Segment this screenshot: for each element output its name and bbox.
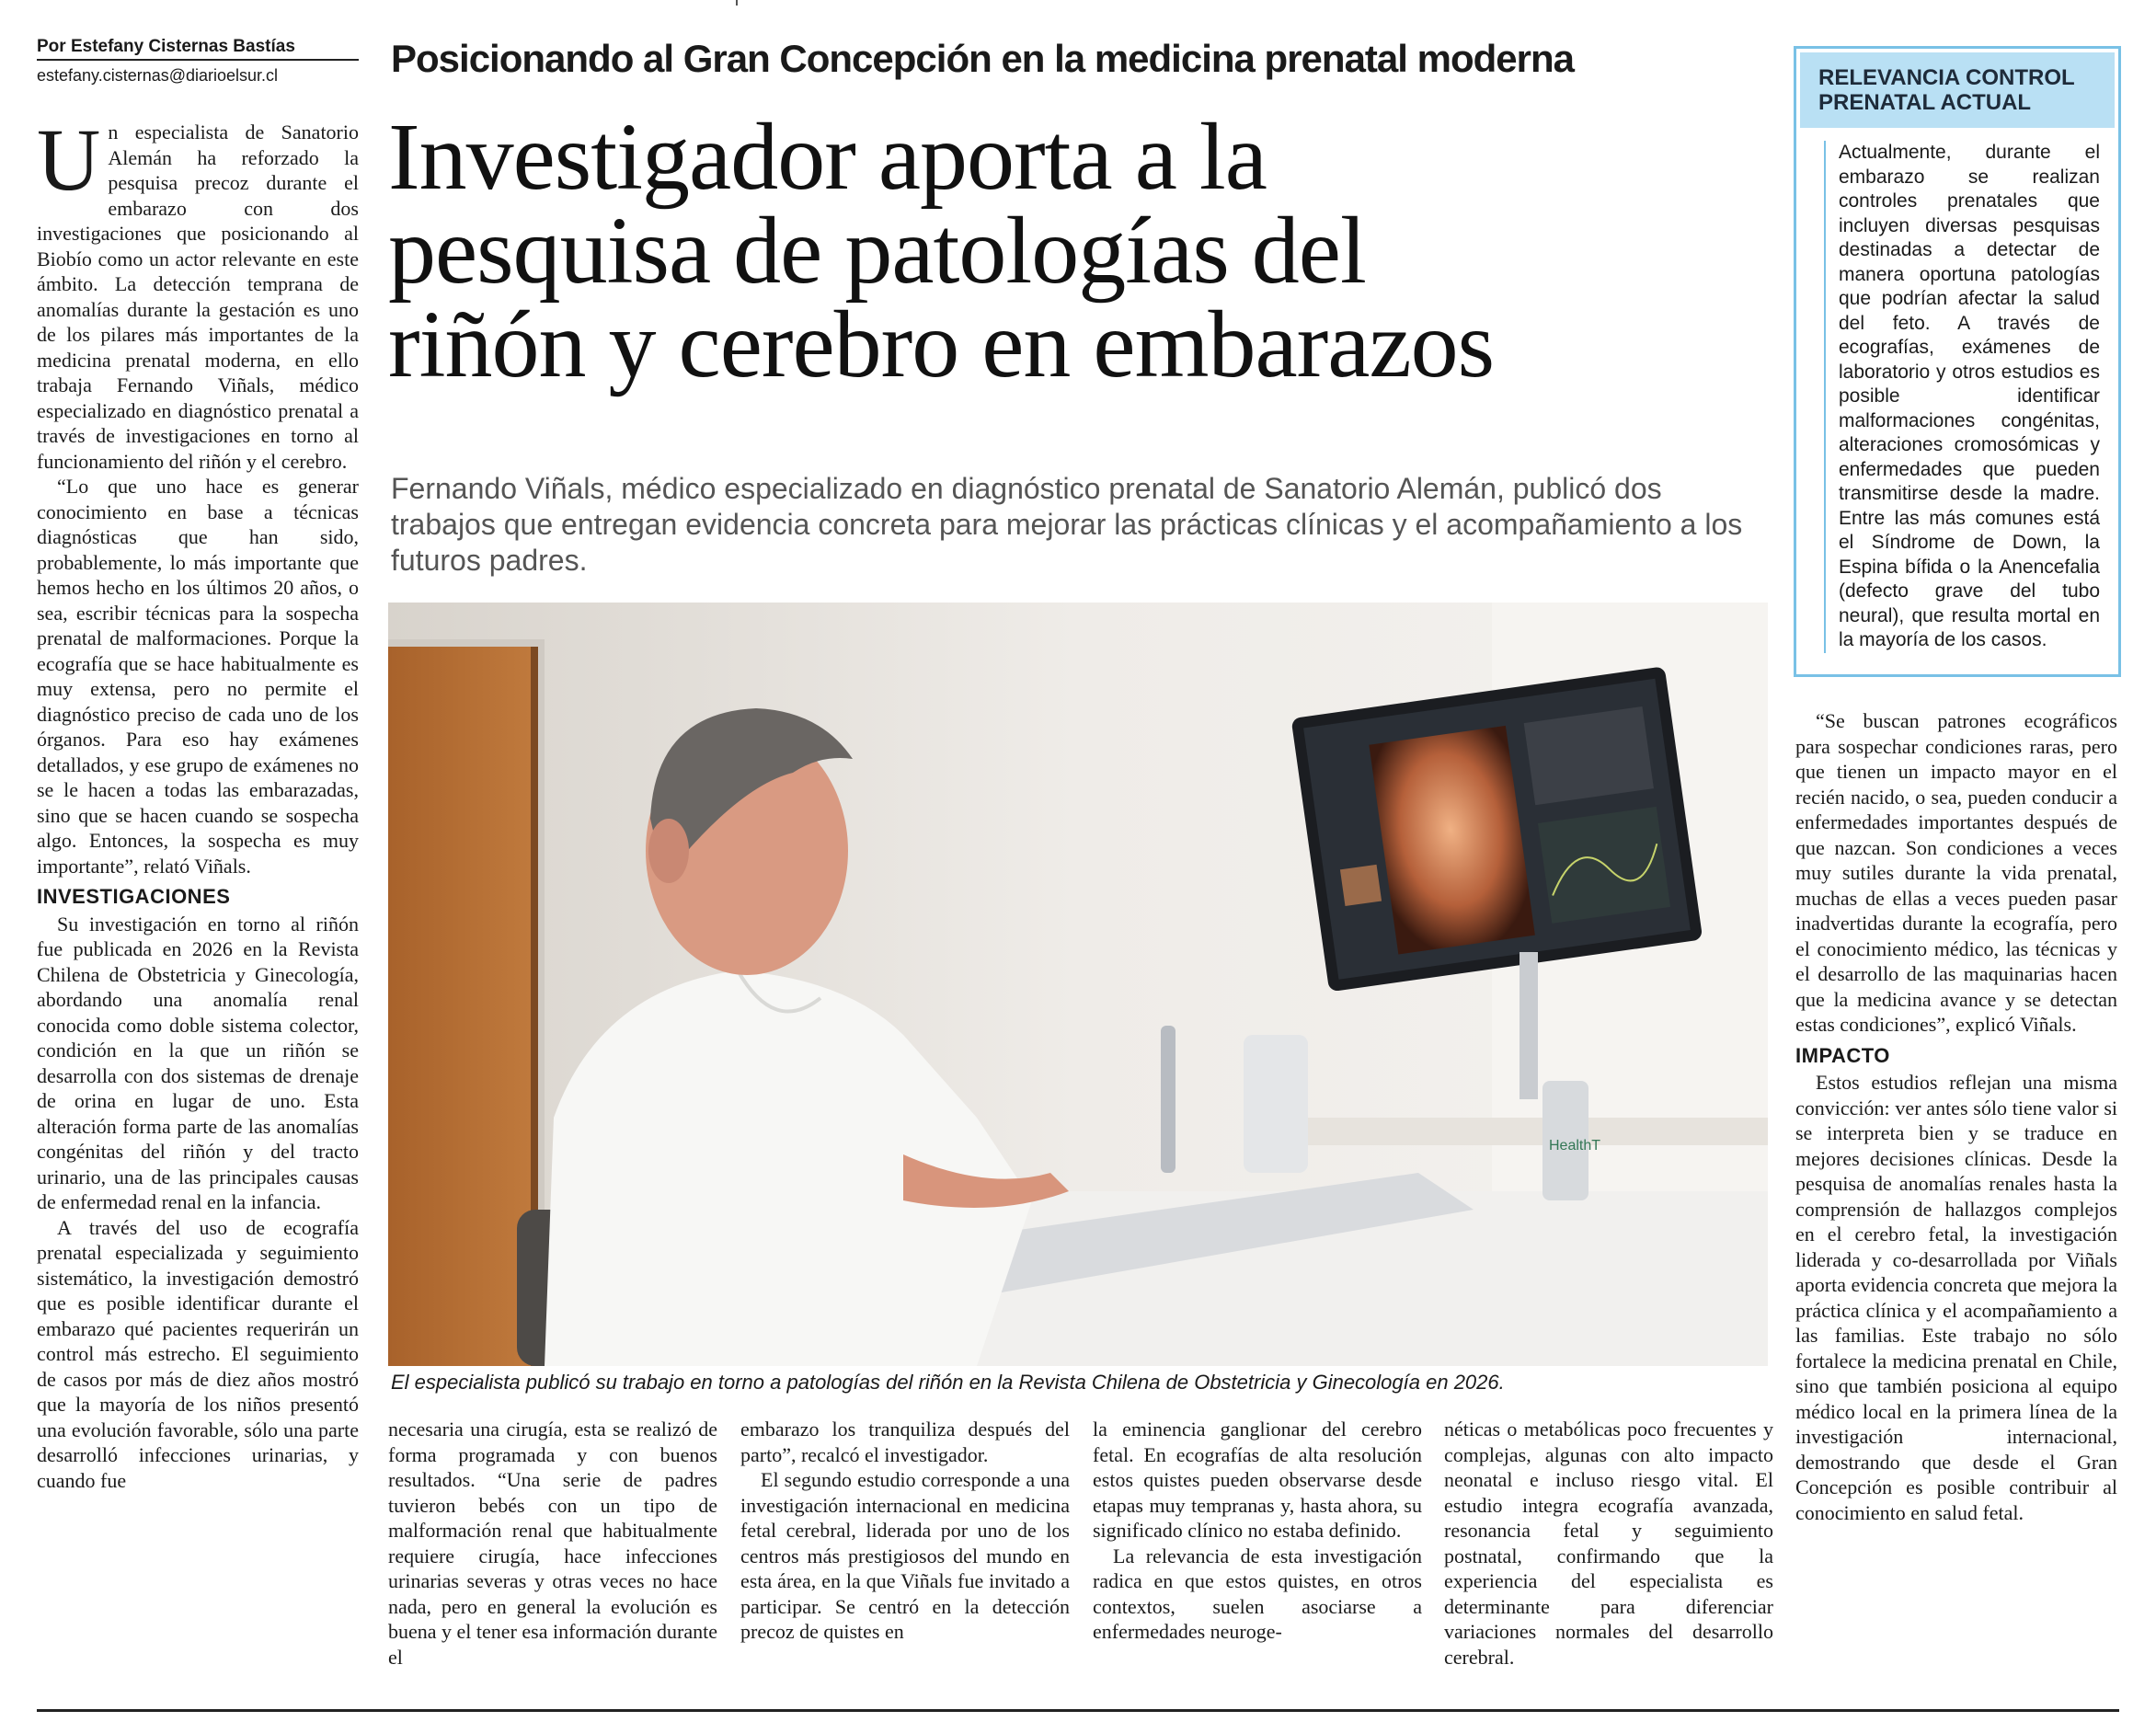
paragraph: El segundo estudio corresponde a una investigación internacional en medicina fetal cerebral, liderada por uno de los centros más prestigiosos del mundo en esta área, en la que Viñals fue invitado a participar. Se centró en la detección precoz de quistes en (740, 1468, 1070, 1643)
headline-line-3: riñón y cerebro en embarazos (388, 292, 1495, 397)
article-column-3 (740, 1417, 1070, 1645)
paragraph: Estos estudios reflejan una misma convicción: ver antes sólo tiene valor si se interpreta bien y se traduce en mejores decisiones clínicas. Desde la pesquisa de anomalías renales hasta la comprensión de hallazgos complejos en el cerebro fetal, la investigación liderada y co-desarrollada por Viñals aporta evidencia concreta que mejora la práctica clínica y el acompañamiento a las familias. Este trabajo no sólo fortalece la medicina prenatal en Chile, sino que también posiciona al equipo médico local en la primera línea de la investigación internacional, demostrando que desde el Gran Concepción es posible contribuir al conocimiento en salud fetal. (1795, 1071, 2117, 1524)
paragraph: La relevancia de esta investigación radica en que estos quistes, en otros contextos, suelen asociarse a enfermedades neuroge- (1093, 1544, 1422, 1643)
article-column-4 (1093, 1417, 1422, 1645)
article-column-6 (1795, 708, 2117, 1525)
photo-caption: El especialista publicó su trabajo en torno a patologías del riñón en la Revista Chilena de Obstetricia y Ginecología en 2026. (391, 1371, 1505, 1394)
headline (388, 104, 1786, 397)
sidebar-title: RELEVANCIA CONTROL PRENATAL ACTUAL (1800, 52, 2115, 128)
device-brand-label: HealthT (1549, 1138, 1601, 1154)
paragraph: néticas o metabólicas poco frecuentes y complejas, algunas con alto impacto neonatal e incluso riesgo vital. El estudio integra ecografía avanzada, resonancia fetal y seguimiento postnatal, confirmando que la experiencia del especialista es determinante para diferenciar variaciones normales del desarrollo cerebral. (1444, 1418, 1773, 1669)
drop-cap: U (37, 110, 101, 209)
page-fold-mark (736, 0, 738, 6)
subhead-investigaciones: INVESTIGACIONES (37, 885, 231, 908)
paragraph: A través del uso de ecografía prenatal especializada y seguimiento sistemático, la investigación demostró que es posible identificar durante el embarazo qué pacientes requerirán un control más estrecho. El seguimiento de casos por más de diez años mostró que la mayoría de los niños presentó una evolución favorable, sólo una parte desarrolló infecciones urinarias, y cuando fue (37, 1215, 359, 1492)
byline-email: estefany.cisternas@diarioelsur.cl (37, 66, 279, 85)
bottom-rule (37, 1709, 2119, 1712)
subhead-impacto: IMPACTO (1795, 1043, 1890, 1067)
article-column-5 (1444, 1417, 1773, 1670)
paragraph: necesaria una cirugía, esta se realizó de forma programada y con buenos resultados. “Una serie de padres tuvieron bebés con un tipo de malformación renal que habitualmente requiere cirugía, hace infecciones urinarias severas y otras veces no hace nada, pero en general la evolución es buena y el tener esa información durante el (388, 1418, 717, 1669)
kicker: Posicionando al Gran Concepción en la medicina prenatal moderna (391, 37, 1574, 80)
deck-summary: Fernando Viñals, médico especializado en diagnóstico prenatal de Sanatorio Alemán, publicó dos trabajos que entregan evidencia concreta para mejorar las prácticas clínicas y el acompañamiento a los futuros padres. (391, 472, 1743, 577)
byline-author: Por Estefany Cisternas Bastías (37, 37, 359, 61)
photo-illustration (388, 603, 1768, 1366)
byline (37, 37, 359, 86)
sidebar-box (1794, 46, 2121, 677)
quote-paragraph: “Lo que uno hace es generar conocimiento en base a técnicas diagnósticas que han sido, probablemente, lo más importante que hemos hecho en los últimos 20 años, o sea, escribir técnicas para la sospecha prenatal de malformaciones. Porque la ecografía que se hace habitualmente es muy extensa, pero no permite el diagnóstico preciso de cada uno de los órganos. Para eso hay exámenes detallados, y ese grupo de exámenes no se le hacen a todas las embarazadas, sino que se hacen cuando se sospecha algo. Entonces, la sospecha es muy importante”, relató Viñals. (37, 475, 359, 878)
article-column-2 (388, 1417, 717, 1670)
headline-line-1: Investigador aporta a la (388, 104, 1267, 210)
article-column-1 (37, 110, 359, 1493)
paragraph: la eminencia ganglionar del cerebro fetal. En ecografías de alta resolución estos quistes pueden observarse desde etapas muy tempranas y, hasta ahora, su significado clínico no estaba definido. (1093, 1418, 1422, 1542)
headline-line-2: pesquisa de patologías del (388, 198, 1366, 304)
lead-paragraph (37, 110, 359, 474)
paragraph: embarazo los tranquiliza después del parto”, recalcó el investigador. (740, 1418, 1070, 1466)
quote-paragraph: “Se buscan patrones ecográficos para sospechar condiciones raras, pero que tienen un impacto mayor en el recién nacido, o sea, pueden conducir a enfermedades importantes después de que nazcan. Son condiciones a veces muy sutiles durante la vida prenatal, muchas de ellas a veces pueden pasar inadvertidas durante la ecografía, pero el conocimiento médico, las técnicas y el desarrollo de las maquinarias hacen que la medicina avance y se detectan estas condiciones”, explicó Viñals. (1795, 709, 2117, 1036)
paragraph: Su investigación en torno al riñón fue publicada en 2026 en la Revista Chilena de Obstetricia y Ginecología, abordando una anomalía renal conocida como doble sistema colector, condición en la que un riñón se desarrolla con dos sistemas de drenaje de orina en lugar de uno. Esta alteración forma parte de las anomalías congénitas del riñón y del tracto urinario, una de las principales causas de enfermedad renal en la infancia. (37, 912, 359, 1213)
sidebar-text: Actualmente, durante el embarazo se realizan controles prenatales que incluyen diversas pesquisas destinadas a detectar de manera oportuna patologías que podrían afectar la salud del feto. A través de ecografías, exámenes de laboratorio y otros estudios es posible identificar malformaciones congénitas, alteraciones cromosómicas y enfermedades que pueden transmitirse desde la madre. Entre las más comunes está el Síndrome de Down, la Espina bífida o la Anencefalia (defecto grave del tubo neural), que resulta mortal en la mayoría de los casos. (1824, 141, 2100, 653)
article-photo (388, 603, 1768, 1366)
lead-text: n especialista de Sanatorio Alemán ha reforzado la pesquisa precoz durante el embarazo con dos investigaciones que posicionando al Biobío como un actor relevante en este ámbito. La detección temprana de anomalías durante la gestación es uno de los pilares más importantes de la medicina prenatal moderna, en ello trabaja Fernando Viñals, médico especializado en diagnóstico prenatal a través de investigaciones en torno al funcionamiento del riñón y el cerebro. (37, 121, 359, 473)
